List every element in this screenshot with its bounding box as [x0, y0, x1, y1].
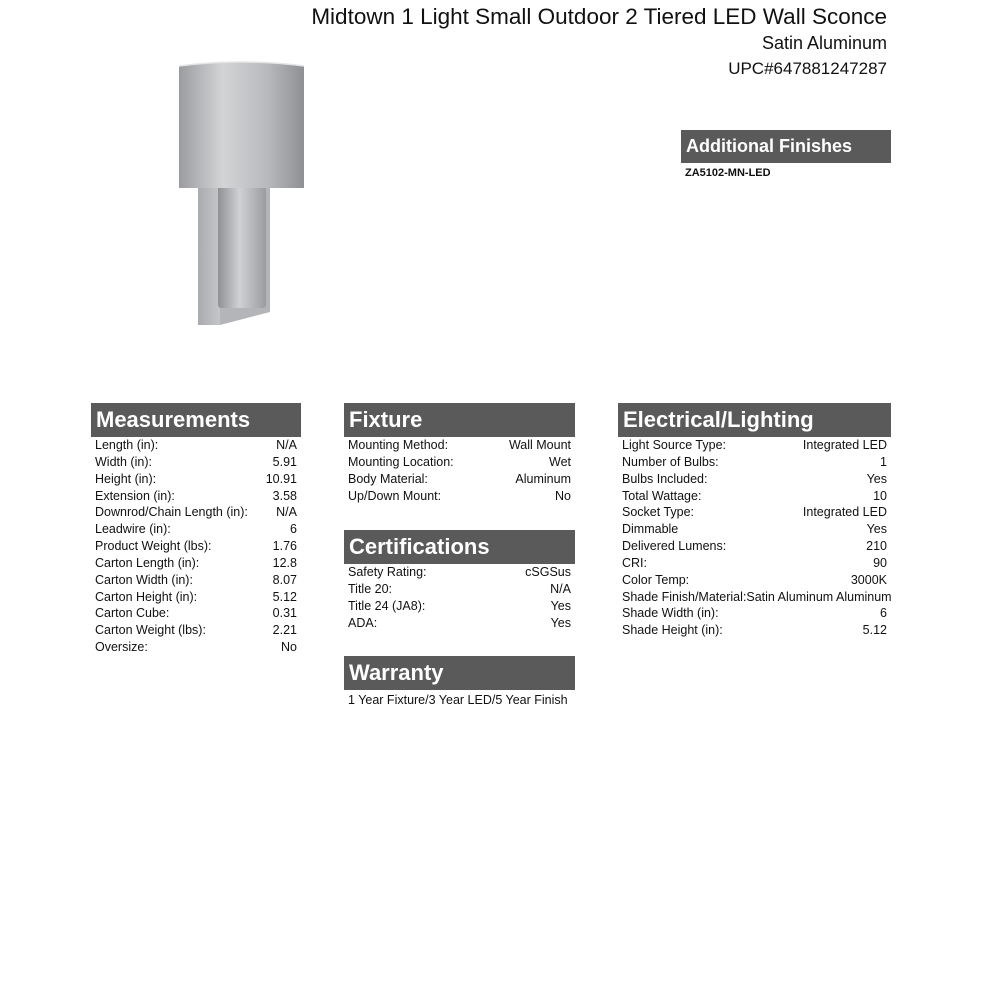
measurements-heading: Measurements [91, 403, 301, 437]
warranty-text: 1 Year Fixture/3 Year LED/5 Year Finish [348, 693, 568, 707]
spec-label: ADA: [348, 615, 378, 630]
spec-row [91, 454, 301, 471]
spec-value: 5.91 [272, 454, 297, 469]
spec-row [344, 581, 575, 598]
spec-value: Integrated LED [802, 505, 887, 520]
spec-row [91, 521, 301, 538]
certifications-heading: Certifications [344, 530, 575, 564]
spec-label: Socket Type: [622, 505, 695, 520]
spec-value: cSGSus [525, 565, 571, 579]
spec-value: Aluminum [515, 471, 571, 486]
spec-value: 10 [873, 488, 887, 503]
spec-row [344, 488, 575, 505]
upper-shade [179, 62, 304, 188]
spec-row [618, 521, 891, 538]
spec-label: Total Wattage: [622, 488, 702, 503]
spec-label: Shade Width (in): [622, 606, 719, 621]
spec-row [344, 598, 575, 615]
spec-label: Number of Bulbs: [622, 454, 719, 469]
wall-sconce-image [170, 60, 315, 330]
additional-finishes-heading: Additional Finishes [681, 130, 891, 163]
electrical-lighting-heading: Electrical/Lighting [618, 403, 891, 437]
spec-row [344, 437, 575, 454]
product-finish: Satin Aluminum [761, 33, 887, 53]
spec-row [91, 471, 301, 488]
spec-value: Yes [550, 598, 571, 613]
spec-value: 10.91 [265, 471, 297, 486]
spec-value: 90 [873, 555, 887, 570]
spec-label: Downrod/Chain Length (in): [95, 505, 248, 520]
spec-value: Integrated LED [802, 438, 887, 452]
spec-label: Carton Width (in): [95, 572, 193, 587]
product-upc: UPC#647881247287 [728, 59, 887, 78]
spec-value: No [281, 640, 297, 655]
spec-value: Yes [866, 471, 887, 486]
spec-row [91, 504, 301, 521]
lower-tube [218, 180, 266, 308]
spec-label: Carton Cube: [95, 606, 170, 621]
spec-row [618, 622, 891, 639]
certifications-table [344, 564, 575, 631]
spec-label: Body Material: [348, 471, 428, 486]
spec-value: 1.76 [272, 539, 297, 554]
spec-row [91, 605, 301, 622]
spec-row [91, 589, 301, 606]
spec-value: Wet [549, 454, 571, 469]
spec-row [618, 572, 891, 589]
spec-label: Height (in): [95, 471, 157, 486]
measurements-table [91, 437, 301, 656]
spec-row [344, 564, 575, 581]
spec-row [618, 471, 891, 488]
spec-value: Yes [866, 522, 887, 537]
spec-label: Width (in): [95, 454, 152, 469]
spec-label: Dimmable [622, 522, 679, 537]
spec-row [344, 615, 575, 632]
spec-row [91, 488, 301, 505]
spec-value: 6 [880, 606, 887, 621]
spec-label: Carton Weight (lbs): [95, 623, 206, 638]
spec-row [91, 572, 301, 589]
warranty-heading: Warranty [344, 656, 575, 690]
spec-value: 8.07 [272, 572, 297, 587]
fixture-table [344, 437, 575, 504]
spec-label: Safety Rating: [348, 565, 427, 579]
spec-label: Bulbs Included: [622, 471, 708, 486]
fixture-heading: Fixture [344, 403, 575, 437]
spec-value: 6 [290, 522, 297, 537]
spec-label: Light Source Type: [622, 438, 727, 452]
spec-value: Wall Mount [508, 438, 571, 452]
spec-value: 1 [880, 454, 887, 469]
spec-label: Color Temp: [622, 572, 690, 587]
spec-row [618, 454, 891, 471]
spec-row [91, 555, 301, 572]
spec-label: Length (in): [95, 438, 159, 452]
spec-row [91, 639, 301, 656]
spec-row [618, 488, 891, 505]
electrical-lighting-table [618, 437, 891, 639]
spec-label: Delivered Lumens: [622, 539, 727, 554]
spec-value: 3.58 [272, 488, 297, 503]
spec-label: Oversize: [95, 640, 148, 655]
product-title: Midtown 1 Light Small Outdoor 2 Tiered LED Wall Sconce [311, 4, 887, 29]
spec-row [91, 538, 301, 555]
spec-label: Leadwire (in): [95, 522, 171, 537]
spec-value: 210 [866, 539, 887, 554]
spec-value: N/A [276, 505, 297, 520]
spec-row [618, 437, 891, 454]
spec-value: Yes [550, 615, 571, 630]
spec-label: Product Weight (lbs): [95, 539, 212, 554]
spec-row [344, 471, 575, 488]
spec-value: 3000K [850, 572, 887, 587]
spec-row [618, 555, 891, 572]
spec-label: Shade Height (in): [622, 623, 723, 638]
spec-label: Title 24 (JA8): [348, 598, 426, 613]
spec-value: 2.21 [272, 623, 297, 638]
spec-value: N/A [276, 438, 297, 452]
spec-label: Carton Height (in): [95, 589, 198, 604]
back-plate [198, 185, 220, 325]
spec-label: Up/Down Mount: [348, 488, 442, 503]
spec-row [618, 504, 891, 521]
spec-value: N/A [550, 581, 571, 596]
spec-row [91, 622, 301, 639]
spec-label: CRI: [622, 555, 647, 570]
spec-value: 5.12 [272, 589, 297, 604]
spec-row [618, 538, 891, 555]
spec-row [344, 454, 575, 471]
spec-row [618, 605, 891, 622]
spec-value: 5.12 [862, 623, 887, 638]
spec-value: No [555, 488, 571, 503]
spec-value: Satin Aluminum Aluminum [746, 589, 892, 604]
spec-label: Mounting Location: [348, 454, 454, 469]
spec-label: Shade Finish/Material: [622, 589, 747, 604]
spec-row [618, 589, 891, 606]
spec-label: Extension (in): [95, 488, 175, 503]
spec-label: Carton Length (in): [95, 555, 200, 570]
spec-value: 12.8 [272, 555, 297, 570]
spec-row [91, 437, 301, 454]
spec-value: 0.31 [272, 606, 297, 621]
spec-label: Mounting Method: [348, 438, 449, 452]
spec-label: Title 20: [348, 581, 393, 596]
additional-finish-item[interactable]: ZA5102-MN-LED [685, 167, 771, 179]
